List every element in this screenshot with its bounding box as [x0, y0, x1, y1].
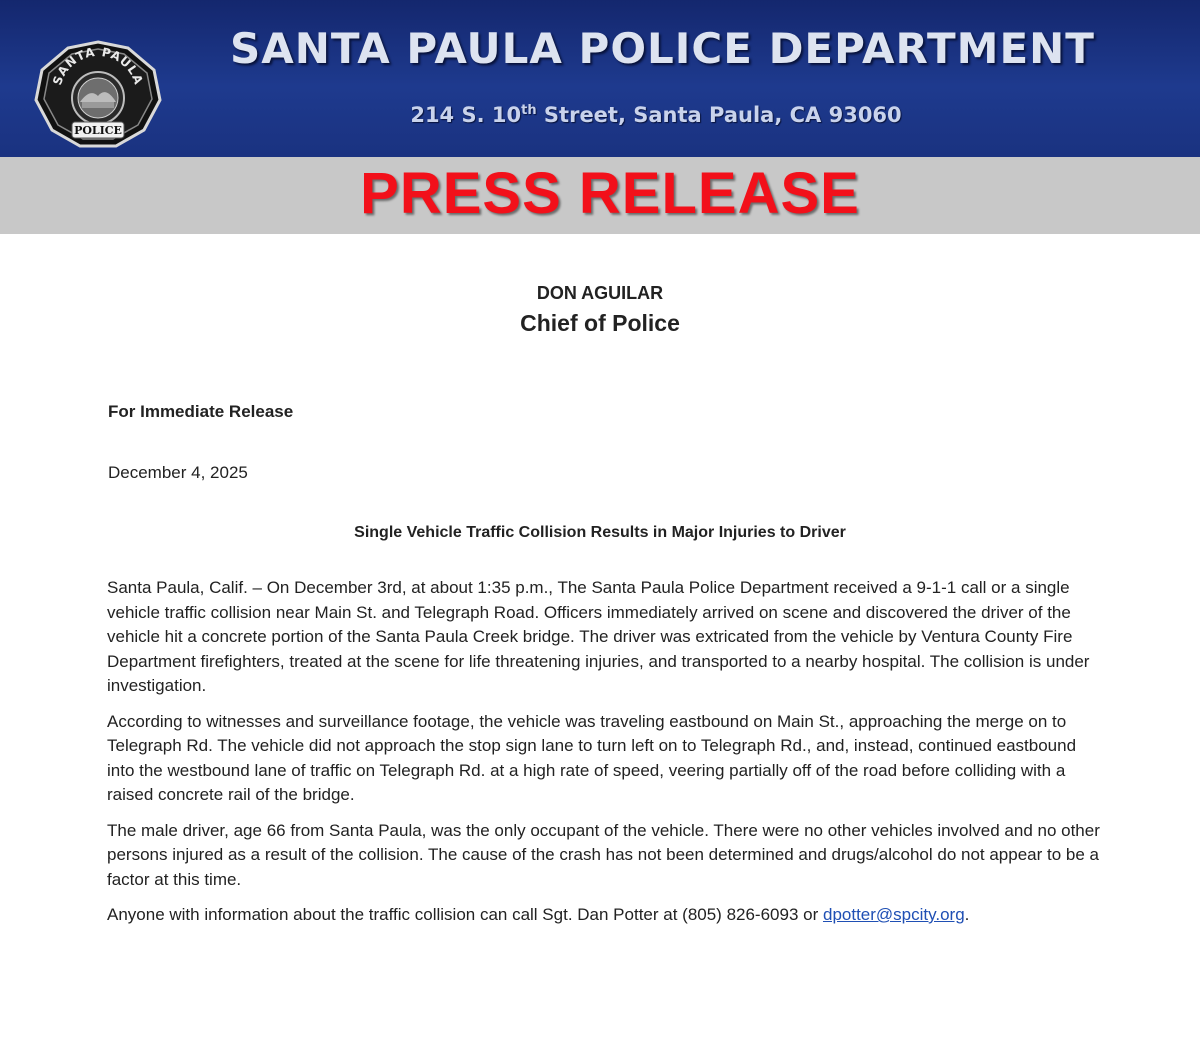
address-prefix: 214 S. 10 [410, 103, 522, 127]
contact-end: . [964, 905, 970, 924]
seal-top-text: SANTA PAULA [50, 44, 146, 87]
press-release-title: PRESS RELEASE [360, 161, 860, 226]
release-headline: Single Vehicle Traffic Collision Results in Major Injuries to Driver [354, 524, 846, 541]
police-seal-icon [32, 40, 164, 150]
department-address [300, 103, 1012, 127]
contact-paragraph [107, 903, 1107, 928]
seal-bottom-text: POLICE [74, 124, 122, 137]
department-header [0, 0, 1200, 157]
release-date: December 4, 2025 [108, 463, 248, 482]
body-paragraph: According to witnesses and surveillance footage, the vehicle was traveling eastbound on Main St., approaching the merge on to Telegraph Rd. The vehicle did not approach the stop sign lane to turn left on to Telegraph Rd., and, instead, continued eastbound into the westbound lane of traffic on Telegraph Rd. at a high rate of speed, veering partially off of the road before colliding with a raised concrete rail of the bridge. [107, 711, 1077, 804]
contact-text: Anyone with information about the traffic collision can call Sgt. Dan Potter at (805) 826-6093 or [107, 905, 823, 924]
address-ordinal: th [521, 103, 537, 118]
chief-title: Chief of Police [520, 310, 680, 336]
body-paragraph: Santa Paula, Calif. – On December 3rd, at about 1:35 p.m., The Santa Paula Police Department received a 9-1-1 call or a single vehicle traffic collision near Main St. and Telegraph Road. Officers immediately arrived on scene and discovered the driver of the vehicle hit a concrete portion of the Santa Paula Creek bridge. The driver was extricated from the vehicle by Ventura County Fire Department firefighters, treated at the scene for life threatening injuries, and transported to a nearby hospital. The collision is under investigation. [107, 578, 1090, 695]
chief-name: DON AGUILAR [536, 283, 664, 303]
contact-email-link[interactable]: dpotter@spcity.org [822, 905, 965, 924]
immediate-release-label: For Immediate Release [108, 402, 294, 421]
department-title: SANTA PAULA POLICE DEPARTMENT [230, 24, 1095, 73]
body-paragraph: The male driver, age 66 from Santa Paula, was the only occupant of the vehicle. There were no other vehicles involved and no other persons injured as a result of the collision. The cause of the crash has not been determined and drugs/alcohol do not appear to be a factor at this time. [107, 820, 1100, 889]
address-rest: Street, Santa Paula, CA 93060 [536, 103, 902, 127]
release-body [107, 576, 1107, 939]
